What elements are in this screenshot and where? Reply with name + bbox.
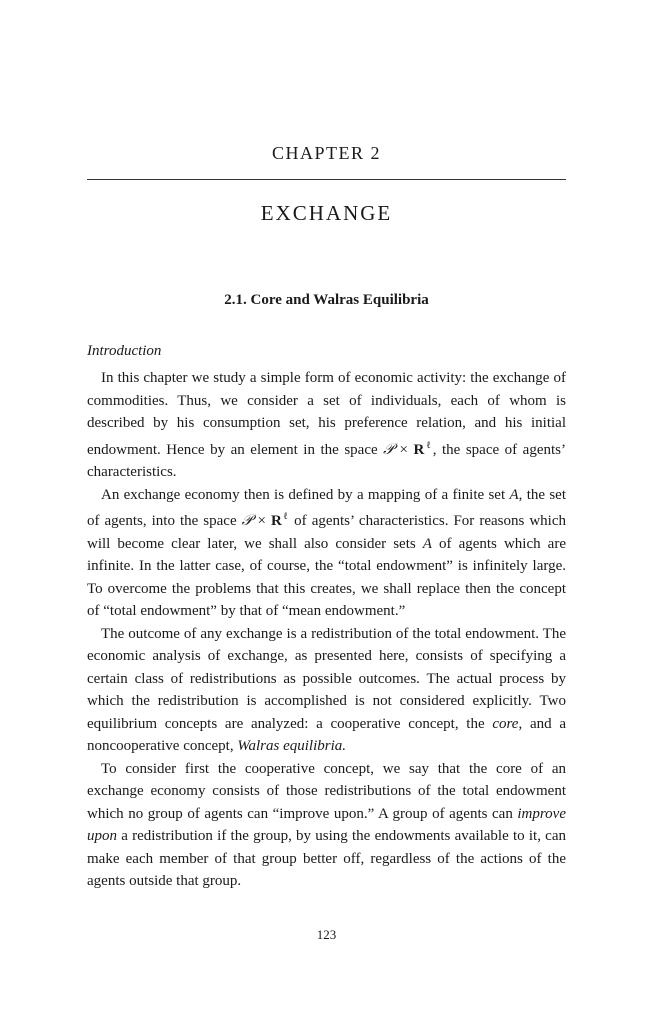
text-run: , the space of agents’ characteristics.: [87, 441, 566, 480]
chapter-label: CHAPTER 2: [271, 143, 381, 163]
text-run: In this chapter we study a simple form of economic activity: the exchange of commodities. Thus, we consider a set of individuals, each of whom is described by his consumption set, his preference relation, and his initial endowment. Hence by an element in the space: [87, 370, 566, 458]
text-run: of agents’ characteristics. For reasons which will become clear later, we shall also consider sets: [87, 513, 566, 552]
text-run: R: [413, 441, 425, 458]
text-run: core: [492, 715, 519, 732]
text-run: The outcome of any exchange is a redistribution of the total endowment. The economic analysis of exchange, as presented here, consists of specifying a certain class of redistributions as possible outcomes. The actual process by which the redistribution is accomplished is not considered explicitly. Two equilibrium concepts are analyzed: a cooperative concept, the: [87, 625, 566, 732]
body-paragraph: [87, 367, 566, 484]
text-run: To consider first the cooperative concept, we say that the core of an exchange economy consists of those redistributions of the total endowment which no group of agents can “improve upon.” A group of agents can: [87, 760, 566, 822]
text-run: An exchange economy then is defined by a mapping of a finite set: [101, 486, 510, 503]
section-subheading: Introduction: [87, 343, 162, 359]
text-run: ℓ: [424, 439, 433, 451]
chapter-rule: [87, 179, 566, 180]
text-run: improve upon: [87, 805, 566, 844]
text-run: ×: [394, 441, 414, 458]
text-run: ℓ: [281, 511, 290, 522]
text-run: , and a noncooperative concept,: [87, 715, 566, 754]
chapter-title: EXCHANGE: [260, 201, 393, 225]
body-paragraph: [87, 484, 566, 623]
text-run: of agents which are infinite. In the latter case, of course, the “total endowment” is infinitely large. To overcome the problems that this creates, we shall replace then the concept of “total endowment” by that of “mean endowment.”: [87, 535, 566, 619]
text-run: 𝒫: [383, 441, 394, 458]
text-run: ×: [252, 513, 271, 529]
text-run: a redistribution if the group, by using the endowments available to it, can make each member of that group better off, regardless of the actions of the agents outside that group.: [87, 828, 566, 889]
section-title: 2.1. Core and Walras Equilibria: [224, 292, 429, 308]
page-number: 123: [316, 927, 337, 942]
body-paragraph: [87, 623, 566, 758]
body-text: [87, 367, 566, 893]
text-run: A: [422, 535, 432, 552]
text-run: 𝒫: [241, 513, 253, 529]
text-run: , the set of agents, into the space: [87, 486, 566, 529]
book-page: [87, 0, 566, 1023]
text-run: Walras equilibria.: [237, 738, 346, 754]
text-run: A: [509, 486, 519, 503]
body-paragraph: [87, 758, 566, 893]
text-run: R: [270, 513, 282, 529]
